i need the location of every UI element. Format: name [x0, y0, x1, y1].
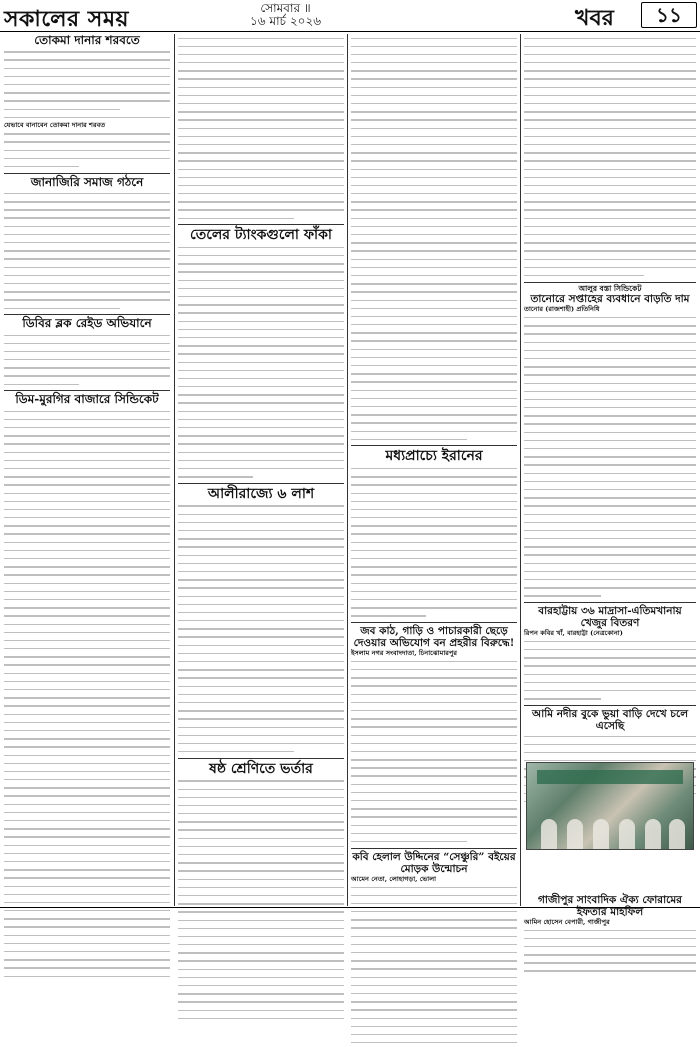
article-headline: গাজীপুর সাংবাদিক ঐক্য ফোরামের ইফতার মাহফিল — [538, 893, 682, 918]
news-photo — [526, 762, 694, 850]
masthead — [0, 0, 700, 32]
issue-date-text: ১৬ মার্চ ২০২৬ — [250, 14, 322, 28]
header-rule — [0, 31, 700, 32]
article-headline: তানোরে সপ্তাহের ব্যবধানে বাড়তি দাম — [530, 293, 690, 306]
article-body — [178, 777, 344, 1023]
section-title: খবর — [575, 5, 614, 31]
article-headline: জব কাঠ, গাড়ি ও পাচারকারী ছেড়ে দেওয়ার অভিযোগ বন প্রহরীর বিরুদ্ধে! — [353, 625, 515, 650]
article-headline: আমি নদীর বুকে ভুয়া বাড়ি দেখে চলে এসেছি — [531, 707, 689, 732]
article-headline: ডিম-মুরগির বাজারে সিন্ডিকেট — [15, 392, 159, 407]
article-headline: ষষ্ঠ শ্রেণিতে ভর্তার — [209, 760, 313, 777]
article-kicker: আলুর বস্তা সিন্ডিকেট — [578, 283, 642, 293]
article-body — [351, 464, 517, 620]
article-dateline: আমেন নেতা, লোহাগড়া, ভোলা — [351, 874, 437, 883]
newspaper-logo: সকালের সময় — [4, 6, 130, 32]
article-headline: তেলের ট্যাংকগুলো ফাঁকা — [190, 227, 332, 244]
article-body — [178, 502, 344, 756]
issue-date — [250, 2, 321, 28]
column-divider — [174, 34, 175, 906]
article-body — [4, 48, 170, 122]
footer-rule — [0, 907, 700, 908]
article-dateline: তানোর (রাজশাহী) প্রতিনিধি — [524, 305, 600, 314]
photo-banner — [537, 770, 683, 784]
article-headline: তোকমা দানার শরবতে — [34, 33, 140, 47]
article-headline: ডিবির ব্লক রেইড অভিযানে — [22, 316, 152, 331]
article-body — [524, 34, 696, 280]
article-headline: কবি হেলাল উদ্দিনের “সেঞ্চুরি” বইয়ের মোড়ক উন্মোচন — [352, 850, 516, 875]
article-headline: বারহাট্টায় ৩৬ মাদ্রাসা-এতিমখানায় খেজুর বিতরণ — [538, 605, 682, 630]
column-divider — [347, 34, 348, 906]
column-divider — [520, 34, 521, 906]
article-body — [524, 637, 696, 703]
article-headline: জানাজিরি সমাজ গঠনে — [30, 174, 144, 189]
column-2 — [178, 34, 344, 906]
column-1 — [4, 34, 170, 906]
article-headline: আলীরাজ্যে ৬ লাশ — [207, 485, 315, 502]
article-body — [178, 34, 344, 222]
article-body — [4, 189, 170, 312]
article-body — [351, 657, 517, 845]
article-subhead: যেভাবে বানাবেন তোকমা দানার শরবত — [4, 121, 106, 130]
article-body — [4, 407, 170, 980]
page-number: ১১ — [641, 2, 697, 28]
article-body — [4, 331, 170, 388]
article-headline: মধ্যপ্রাচ্যে ইরানের — [385, 448, 483, 465]
article-body — [524, 926, 696, 975]
article-dateline: আমিন হোসেন বেপারী, গাজীপুর — [524, 917, 610, 926]
article-body — [4, 130, 170, 171]
article-body — [524, 314, 696, 601]
column-3 — [351, 34, 517, 906]
article-dateline: রিপন কবির খাঁ, বারহাট্টা (নেত্রকোনা) — [524, 629, 623, 638]
issue-day: সোমবার ॥ — [260, 1, 311, 15]
article-body — [351, 34, 517, 443]
article-dateline: ইসলাম নগর সংবাদদাতা, চিনাঝোমারপুর — [351, 649, 457, 658]
article-body — [178, 243, 344, 480]
